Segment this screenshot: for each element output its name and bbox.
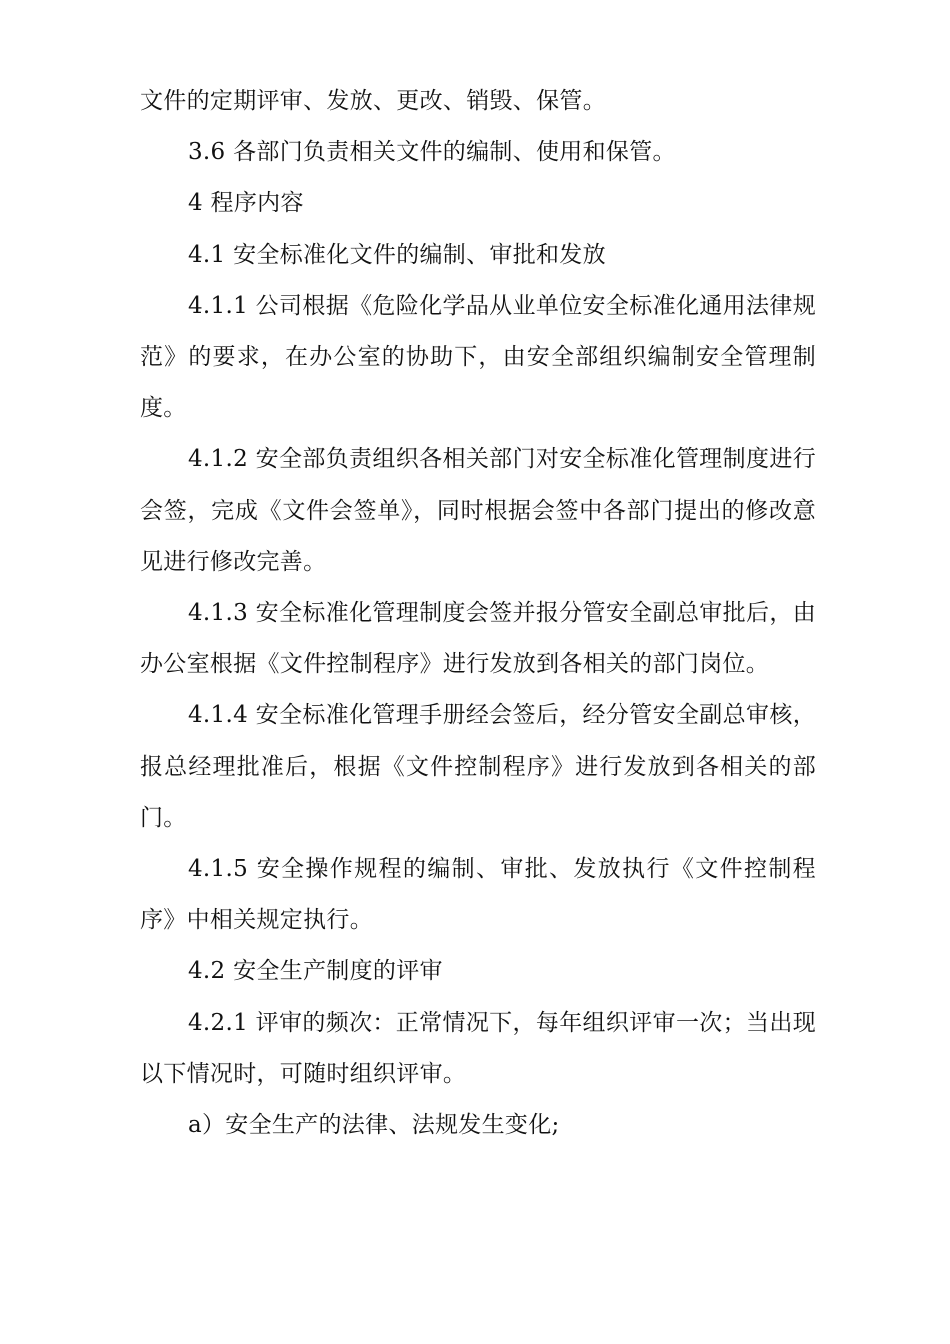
- heading-4-2: 4.2 安全生产制度的评审: [188, 958, 443, 985]
- paragraph-4-1-2: 4.1.2 安全部负责组织各相关部门对安全标准化管理制度进行会签，完成《文件会签单》，同时根据会签中各部门提出的修改意见进行修改完善。: [140, 446, 816, 575]
- paragraph-4-2-1: 4.2.1 评审的频次：正常情况下，每年组织评审一次；当出现以下情况时，可随时组织评审。: [140, 1009, 816, 1087]
- paragraph-4-1-1: 4.1.1 公司根据《危险化学品从业单位安全标准化通用法律规范》的要求，在办公室的协助下，由安全部组织编制安全管理制度。: [140, 292, 816, 422]
- paragraph-4-1-4: 4.1.4 安全标准化管理手册经会签后，经分管安全副总审核，报总经理批准后，根据《文件控制程序》进行发放到各相关的部门。: [140, 702, 816, 831]
- heading-4-1: 4.1 安全标准化文件的编制、审批和发放: [188, 241, 606, 268]
- list-item-a: a）安全生产的法律、法规发生变化;: [188, 1112, 560, 1139]
- document-body: [140, 76, 816, 1151]
- paragraph-continuation: 文件的定期评审、发放、更改、销毁、保管。: [140, 88, 606, 114]
- paragraph-3-6: 3.6 各部门负责相关文件的编制、使用和保管。: [188, 139, 676, 166]
- heading-4: 4 程序内容: [188, 190, 304, 217]
- paragraph-4-1-5: 4.1.5 安全操作规程的编制、审批、发放执行《文件控制程序》中相关规定执行。: [140, 856, 816, 934]
- paragraph-4-1-3: 4.1.3 安全标准化管理制度会签并报分管安全副总审批后，由办公室根据《文件控制程序》进行发放到各相关的部门岗位。: [140, 600, 816, 678]
